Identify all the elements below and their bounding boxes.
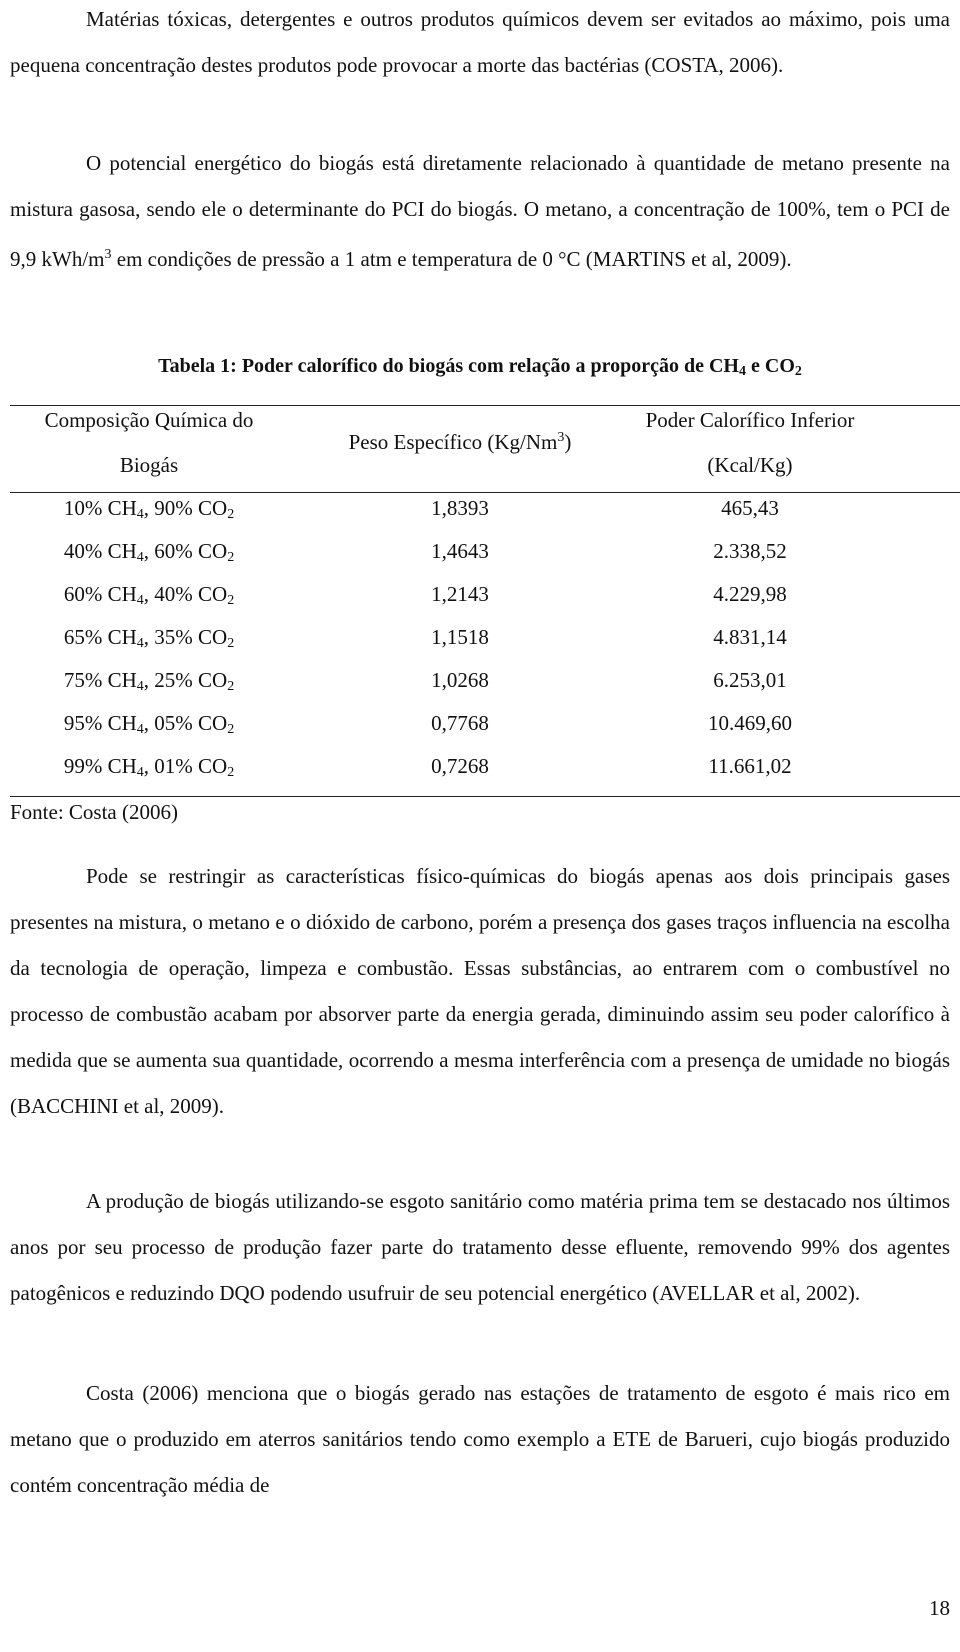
cell-calorific-value: 4.831,14	[713, 625, 787, 649]
cell-specific-weight: 0,7768	[431, 711, 489, 735]
cell-calorific-value: 10.469,60	[708, 711, 792, 735]
cell-composition: 60% $CH_4$, 40% $CO_2$	[63, 582, 235, 608]
page-number: 18	[929, 1596, 950, 1620]
cell-composition: 95% $CH_4$, 05% $CO_2$	[63, 711, 235, 737]
header-calorific-value-line2: (Kcal/Kg)	[707, 453, 793, 477]
paragraph-toxic-materials: Matérias tóxicas, detergentes e outros produtos químicos devem ser evitados ao máximo, pois uma pequena concentração destes produtos pode provocar a morte das bactérias (COSTA, 2006).	[10, 7, 950, 77]
table-top-rule	[10, 405, 960, 406]
paragraph-sewage-biogas: A produção de biogás utilizando-se esgoto sanitário como matéria prima tem se destacado nos últimos anos por seu processo de produção fazer parte do tratamento desse efluente, removendo 99% dos agentes patogênicos e reduzindo DQO podendo usufruir de seu potencial energético (AVELLAR et al, 2002).	[10, 1189, 950, 1305]
cell-calorific-value: 465,43	[721, 496, 779, 520]
table-header-rule	[10, 492, 960, 493]
cell-specific-weight: 1,0268	[431, 668, 489, 692]
table-source: Fonte: Costa (2006)	[10, 800, 178, 824]
cell-composition: 75% $CH_4$, 25% $CO_2$	[63, 668, 235, 694]
cell-calorific-value: 6.253,01	[713, 668, 787, 692]
header-composition-line1: Composição Química do	[44, 408, 254, 432]
cell-specific-weight: 0,7268	[431, 754, 489, 778]
table-bottom-rule	[10, 796, 960, 797]
header-specific-weight: Peso Específico (Kg/Nm$^3$)	[348, 430, 572, 454]
header-calorific-value-line1: Poder Calorífico Inferior	[645, 408, 855, 432]
cell-calorific-value: 2.338,52	[713, 539, 787, 563]
cell-specific-weight: 1,1518	[431, 625, 489, 649]
paragraph-physicochemical: Pode se restringir as características físico-químicas do biogás apenas aos dois principais gases presentes na mistura, o metano e o dióxido de carbono, porém a presença dos gases traços influencia na escolha da tecnologia de operação, limpeza e combustão. Essas substâncias, ao entrarem com o combustível no processo de combustão acabam por absorver parte da energia gerada, diminuindo assim seu poder calorífico à medida que se aumenta sua quantidade, ocorrendo a mesma interferência com a presença de umidade no biogás (BACCHINI et al, 2009).	[10, 864, 950, 1118]
cell-composition: 65% $CH_4$, 35% $CO_2$	[63, 625, 235, 651]
cell-composition: 10% $CH_4$, 90% $CO_2$	[63, 496, 235, 522]
paragraph-costa-barueri: Costa (2006) menciona que o biogás gerado nas estações de tratamento de esgoto é mais rico em metano que o produzido em aterros sanitários tendo como exemplo a ETE de Barueri, cujo biogás produzido contém concentração média de	[10, 1381, 950, 1497]
cell-specific-weight: 1,8393	[431, 496, 489, 520]
cell-composition: 40% $CH_4$, 60% $CO_2$	[63, 539, 235, 565]
paragraph-energy-potential: O potencial energético do biogás está diretamente relacionado à quantidade de metano presente na mistura gasosa, sendo ele o determinante do PCI do biogás. O metano, a concentração de 100%, tem o PCI de 9,9 kWh/$m^3$ em condições de pressão a 1 atm e temperatura de 0 °C (MARTINS et al, 2009).	[10, 151, 950, 271]
cell-specific-weight: 1,2143	[431, 582, 489, 606]
cell-calorific-value: 11.661,02	[708, 754, 792, 778]
cell-composition: 99% $CH_4$, 01% $CO_2$	[63, 754, 235, 780]
header-composition-line2: Biogás	[119, 453, 179, 477]
table-caption: Tabela 1: Poder calorífico do biogás com relação a proporção de $CH_4$ e $CO_2$	[158, 355, 802, 379]
cell-specific-weight: 1,4643	[431, 539, 489, 563]
cell-calorific-value: 4.229,98	[713, 582, 787, 606]
